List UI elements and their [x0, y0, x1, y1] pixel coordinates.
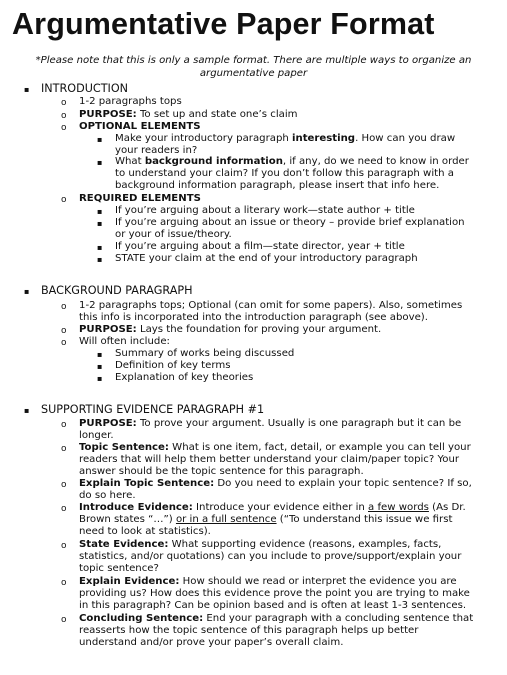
section-bullet: ▪ [24, 287, 30, 296]
explain-evidence-cont: providing us? How does this evidence prove the point you are trying to make [79, 588, 470, 599]
list-marker: o [61, 98, 67, 108]
optional-item-1-cont: your readers in? [115, 145, 198, 156]
text-run: Do you need to explain your topic sentence? If so, [214, 478, 472, 489]
list-marker: ▪ [97, 255, 103, 264]
section-bullet: ▪ [24, 85, 30, 94]
purpose-label: PURPOSE: [79, 418, 137, 429]
background-paragraphs-cont: this info is incorporated into the introduction paragraph (see above). [79, 312, 428, 323]
introduce-evidence [79, 502, 466, 514]
list-marker: o [61, 615, 67, 625]
background-paragraphs: 1-2 paragraphs tops; Optional (can omit for some papers). Also, sometimes [79, 300, 463, 311]
text-run: What is one item, fact, detail, or example you can tell your [168, 442, 471, 453]
concluding-sentence [79, 613, 473, 625]
include-item-1: Summary of works being discussed [115, 348, 295, 359]
sample-note: *Please note that this is only a sample format. There are multiple ways to organize an argumentative paper [35, 55, 472, 79]
evidence-purpose-cont: longer. [79, 430, 114, 441]
required-item-2-cont: or your of issue/theory. [115, 229, 232, 240]
text-run: . How can you draw [355, 133, 456, 144]
topic-sentence-cont: answer should be the topic sentence for this paragraph. [79, 466, 364, 477]
item-label: Explain Evidence: [79, 576, 180, 587]
include-item-2: Definition of key terms [115, 360, 231, 371]
explain-evidence [79, 576, 457, 588]
background-purpose [79, 324, 381, 336]
underlined-text: or in a full sentence [175, 514, 277, 525]
background-include: Will often include: [79, 336, 170, 347]
required-item-2: If you’re arguing about an issue or theory – provide brief explanation [115, 217, 465, 228]
list-marker: o [61, 326, 67, 336]
item-label: State Evidence: [79, 539, 169, 550]
topic-sentence [79, 442, 471, 454]
required-elements-heading: REQUIRED ELEMENTS [79, 193, 201, 204]
concluding-sentence-cont: understand and/or prove your paper’s overall claim. [79, 637, 344, 648]
text-run: Introduce your evidence either in [192, 502, 369, 513]
underlined-text: a few words [368, 502, 429, 513]
text-run: How should we read or interpret the evidence you are [179, 576, 457, 587]
list-marker: o [61, 541, 67, 551]
intro-purpose [79, 109, 298, 121]
list-marker: ▪ [97, 243, 103, 252]
introduce-evidence-cont [79, 514, 452, 526]
evidence-heading: SUPPORTING EVIDENCE PARAGRAPH #1 [41, 403, 265, 416]
list-marker: o [61, 420, 67, 430]
page-title: Argumentative Paper Format [12, 7, 435, 41]
list-marker: o [61, 338, 67, 348]
text-run: Brown states “…”) [79, 514, 176, 525]
evidence-purpose [79, 418, 461, 430]
include-item-3: Explanation of key theories [115, 372, 254, 383]
state-evidence [79, 539, 441, 551]
list-marker: o [61, 195, 67, 205]
required-item-3: If you’re arguing about a film—state director, year + title [115, 241, 405, 252]
concluding-sentence-cont: reasserts how the topic sentence of this paragraph helps up better [79, 625, 419, 636]
required-item-1: If you’re arguing about a literary work—state author + title [115, 205, 415, 216]
item-label: Concluding Sentence: [79, 613, 204, 624]
list-marker: ▪ [97, 374, 103, 383]
text-run: What supporting evidence (reasons, examples, facts, [168, 539, 442, 550]
explain-evidence-cont: in this paragraph? Can be opinion based and is often at least 1-3 sentences. [79, 600, 467, 611]
list-marker: o [61, 444, 67, 454]
list-marker: o [61, 123, 67, 133]
explain-topic-sentence [79, 478, 472, 490]
list-marker: o [61, 302, 67, 312]
list-marker: ▪ [97, 350, 103, 359]
list-marker: ▪ [97, 362, 103, 371]
intro-paragraphs: 1-2 paragraphs tops [79, 96, 182, 107]
optional-item-2-cont: to understand your claim? If you don’t follow this paragraph with a [115, 168, 454, 179]
purpose-label: PURPOSE: [79, 324, 137, 335]
text-run-bold: interesting [292, 133, 356, 144]
text-run: (“To understand this issue we first [276, 514, 453, 525]
purpose-label: PURPOSE: [79, 109, 137, 120]
text-run: What [115, 156, 145, 167]
item-label: Topic Sentence: [79, 442, 169, 453]
purpose-text: To set up and state one’s claim [136, 109, 298, 120]
text-run: End your paragraph with a concluding sentence that [203, 613, 474, 624]
text-run: , if any, do we need to know in order [282, 156, 469, 167]
optional-elements-heading: OPTIONAL ELEMENTS [79, 121, 201, 132]
text-run: To prove your argument. Usually is one paragraph but it can be [136, 418, 462, 429]
purpose-text: Lays the foundation for proving your argument. [136, 324, 382, 335]
state-evidence-cont: topic sentence? [79, 563, 159, 574]
section-bullet: ▪ [24, 406, 30, 415]
background-heading: BACKGROUND PARAGRAPH [41, 284, 193, 297]
list-marker: ▪ [97, 207, 103, 216]
item-label: Explain Topic Sentence: [79, 478, 215, 489]
list-marker: o [61, 111, 67, 121]
optional-item-2 [115, 156, 469, 168]
text-run-bold: background information [144, 156, 283, 167]
required-item-4: STATE your claim at the end of your introductory paragraph [115, 253, 418, 264]
optional-item-2-cont: background information paragraph, please insert that info here. [115, 180, 440, 191]
list-marker: ▪ [97, 158, 103, 167]
list-marker: ▪ [97, 135, 103, 144]
list-marker: ▪ [97, 219, 103, 228]
intro-heading: INTRODUCTION [41, 82, 129, 95]
list-marker: o [61, 504, 67, 514]
optional-item-1 [115, 133, 455, 145]
topic-sentence-cont: readers that will help them better understand your claim/paper topic? Your [79, 454, 460, 465]
list-marker: o [61, 480, 67, 490]
list-marker: o [61, 578, 67, 588]
explain-topic-sentence-cont: do so here. [79, 490, 136, 501]
introduce-evidence-cont: need to look at statistics). [79, 526, 211, 537]
text-run: Make your introductory paragraph [115, 133, 293, 144]
state-evidence-cont: statistics, and/or quotations) can you include to prove/support/explain your [79, 551, 462, 562]
item-label: Introduce Evidence: [79, 502, 193, 513]
text-run: (As Dr. [428, 502, 466, 513]
